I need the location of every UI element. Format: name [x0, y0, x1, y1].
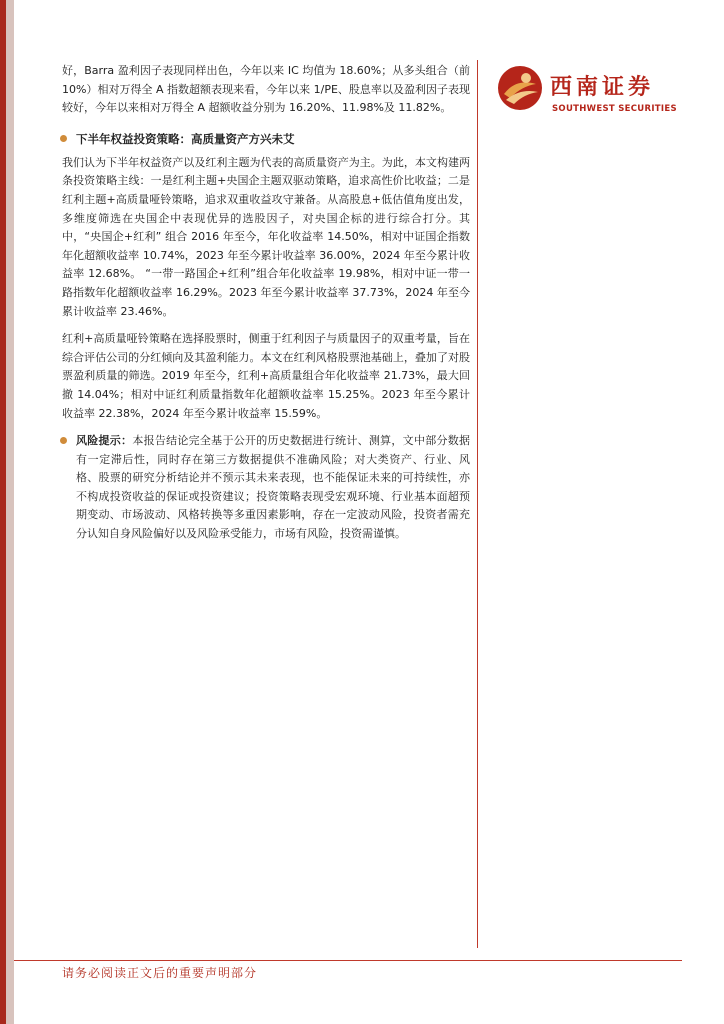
strategy-paragraph-2: 红利+高质量哑铃策略在选择股票时，侧重于红利因子与质量因子的双重考量，旨在综合评估公司的分红倾向及其盈利能力。本文在红利风格股票池基础上，叠加了对股票盈利质量的筛选。2019 年至今，红利+高质量组合年化收益率 21.73%，最大回撤 14.04%；相对中证红利质量指数年化超额收益率 15.25%。2023 年至今累计收益率 22.38%，2024 年至今累计收益率 15.59%。: [62, 332, 470, 420]
bullet-icon: [60, 135, 67, 142]
footer-divider: [14, 960, 682, 961]
risk-paragraph: [76, 432, 470, 544]
column-divider: [477, 60, 478, 948]
footer-notice: 请务必阅读正文后的重要声明部分: [62, 966, 258, 980]
bullet-icon: [60, 437, 67, 444]
logo-chinese-name: 西南证券: [550, 74, 655, 100]
left-accent-bar-light: [6, 0, 14, 1024]
intro-paragraph: 好，Barra 盈利因子表现同样出色，今年以来 IC 均值为 18.60%；从多头组合（前 10%）相对万得全 A 指数超额表现来看，今年以来 1/PE、股息率以及盈利因子表现较好，今年以来相对万得全 A 超额收益分别为 16.20%、11.98%及 11.82%。: [62, 64, 470, 115]
strategy-paragraph-1: 我们认为下半年权益资产以及红利主题为代表的高质量资产为主。为此，本文构建两条投资策略主线：一是红利主题+央国企主题双驱动策略，追求高性价比收益；二是红利主题+高质量哑铃策略，追求双重收益攻守兼备。从高股息+低估值角度出发，多维度筛选在央国企中表现优异的选股因子，对央国企标的进行综合打分。其中，“央国企+红利” 组合 2016 年至今，年化收益率 14.50%，相对中证国企指数年化超额收益率 10.74%，2023 年至今累计收益率 36.00%，2024 年至今累计收益率 12.68%。 “一带一路国企+红利”组合年化收益率 19.98%，相对中证一带一路指数年化超额收益率 16.29%。2023 年至今累计收益率 37.73%，2024 年至今累计收益率 23.46%。: [62, 155, 470, 318]
logo-emblem-icon: [496, 64, 544, 112]
risk-title: 风险提示：: [76, 434, 133, 448]
section-title: 下半年权益投资策略：高质量资产方兴未艾: [76, 131, 295, 146]
risk-disclosure: [62, 432, 470, 544]
report-body: [62, 62, 470, 544]
logo-english-name: SOUTHWEST SECURITIES: [552, 104, 677, 114]
company-logo: [496, 60, 696, 120]
section-heading: [62, 130, 470, 148]
risk-text: 本报告结论完全基于公开的历史数据进行统计、测算，文中部分数据有一定滞后性，同时存在第三方数据提供不准确风险；对大类资产、行业、风格、股票的研究分析结论并不预示其未来表现，也不能保证未来的可持续性，亦不构成投资收益的保证或投资建议；投资策略表现受宏观环境、行业基本面超预期变动、市场波动、风格转换等多重因素影响，存在一定波动风险，投资者需充分认知自身风险偏好以及风险承受能力，市场有风险，投资需谨慎。: [76, 434, 471, 541]
